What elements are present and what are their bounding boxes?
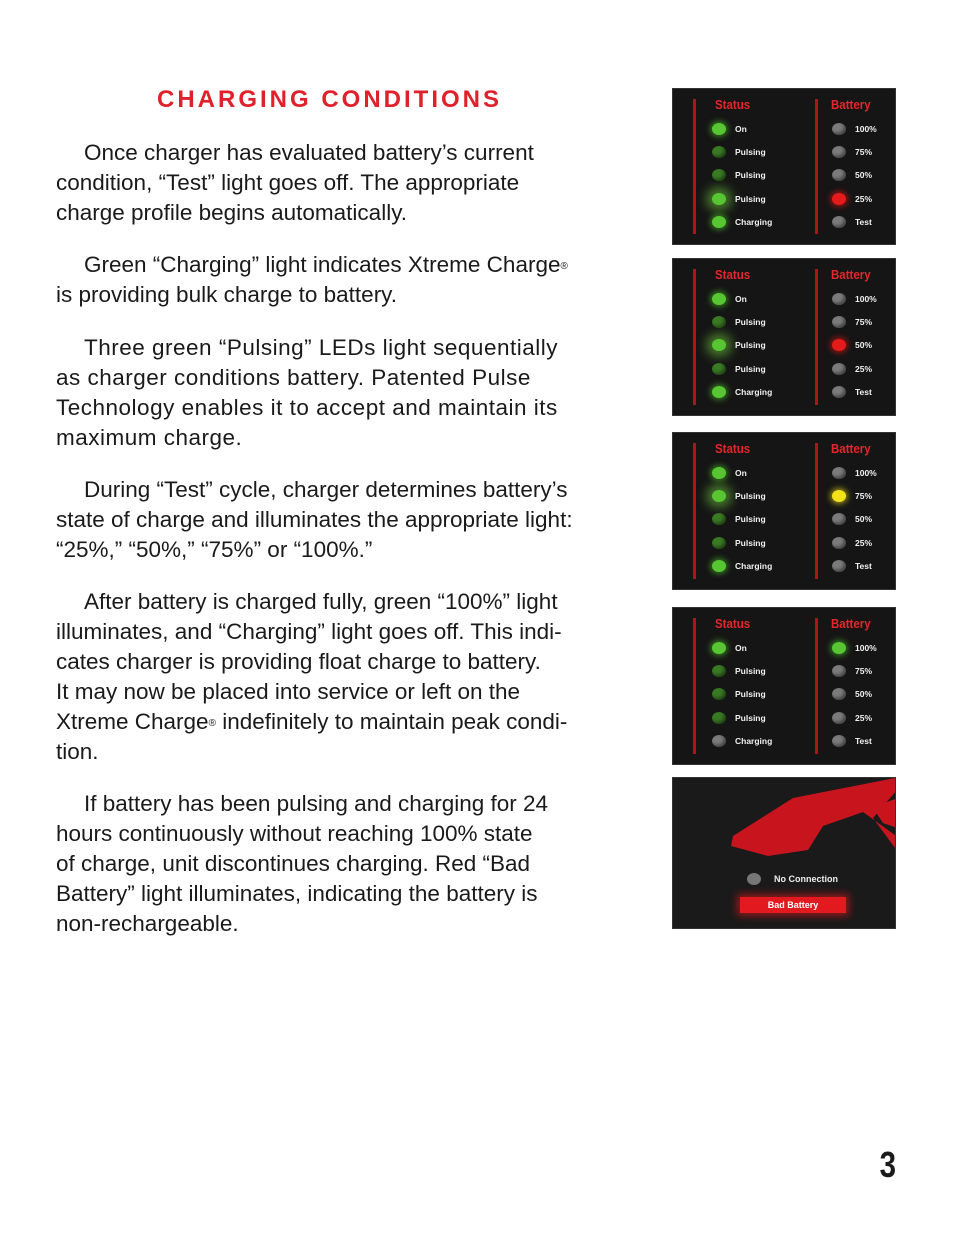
status-led bbox=[712, 316, 726, 328]
status-led bbox=[712, 146, 726, 158]
status-led bbox=[712, 490, 726, 502]
battery-led bbox=[832, 490, 846, 502]
text-line bbox=[56, 707, 646, 737]
status-header: Status bbox=[715, 617, 751, 631]
battery-header: Battery bbox=[831, 268, 871, 282]
page-number: 3 bbox=[879, 1144, 896, 1185]
battery-led-label: 25% bbox=[855, 537, 873, 548]
status-led-label: Pulsing bbox=[735, 491, 766, 502]
panel-divider bbox=[693, 269, 696, 405]
battery-led-label: 75% bbox=[855, 666, 873, 677]
panel-divider bbox=[815, 443, 818, 579]
text-line: During “Test” cycle, charger determines battery’s bbox=[84, 477, 568, 502]
paragraph-test-cycle bbox=[56, 475, 646, 565]
battery-led-label: 100% bbox=[855, 124, 877, 134]
status-led bbox=[712, 363, 726, 375]
panel-divider bbox=[693, 618, 696, 754]
paragraph-charging-light bbox=[56, 250, 646, 310]
battery-led bbox=[832, 688, 846, 700]
status-led bbox=[712, 293, 726, 305]
text-line: cates charger is providing float charge to battery. bbox=[56, 649, 541, 674]
battery-header: Battery bbox=[831, 442, 871, 456]
status-led-label: Pulsing bbox=[735, 340, 766, 351]
panel-divider bbox=[693, 99, 696, 234]
text-line bbox=[56, 250, 646, 280]
text-line: non-rechargeable. bbox=[56, 911, 239, 936]
status-led-label: Pulsing bbox=[735, 666, 766, 677]
status-led-label: Pulsing bbox=[735, 712, 766, 723]
text-line: is providing bulk charge to battery. bbox=[56, 282, 398, 307]
status-led bbox=[712, 688, 726, 700]
status-led-label: Pulsing bbox=[735, 363, 766, 374]
status-led bbox=[712, 339, 726, 351]
status-led-label: Charging bbox=[735, 560, 773, 571]
bad-battery-panel bbox=[672, 777, 896, 929]
text-segment: Green “Charging” light indicates Xtreme Charge bbox=[84, 252, 561, 277]
status-led-label: Pulsing bbox=[735, 514, 766, 525]
battery-led bbox=[832, 560, 846, 572]
status-header: Status bbox=[715, 98, 751, 112]
battery-led bbox=[832, 216, 846, 228]
status-led bbox=[712, 169, 726, 181]
paragraph-fully-charged bbox=[56, 587, 646, 767]
status-led-label: Pulsing bbox=[735, 317, 766, 328]
battery-led-label: 75% bbox=[855, 147, 873, 158]
battery-led bbox=[832, 537, 846, 549]
battery-led bbox=[832, 642, 846, 654]
status-led bbox=[712, 735, 726, 747]
status-led-label: Charging bbox=[735, 735, 773, 746]
status-led-label: Pulsing bbox=[735, 147, 766, 158]
battery-led bbox=[832, 363, 846, 375]
battery-led bbox=[832, 193, 846, 205]
status-led bbox=[712, 642, 726, 654]
text-line: Three green “Pulsing” LEDs light sequentially bbox=[84, 335, 558, 360]
status-led-label: Charging bbox=[735, 386, 773, 397]
text-line: as charger conditions battery. Patented Pulse bbox=[56, 365, 531, 390]
status-led bbox=[712, 560, 726, 572]
status-led bbox=[712, 665, 726, 677]
text-line: state of charge and illuminates the appropriate light: bbox=[56, 507, 573, 532]
battery-led-label: 25% bbox=[855, 363, 873, 374]
battery-led bbox=[832, 735, 846, 747]
led-panel bbox=[672, 258, 896, 416]
text-segment: indefinitely to maintain peak condi- bbox=[215, 709, 568, 734]
battery-led bbox=[832, 146, 846, 158]
text-line: If battery has been pulsing and charging for 24 bbox=[84, 791, 549, 816]
no-connection-label: No Connection bbox=[774, 874, 838, 884]
text-line: condition, “Test” light goes off. The appropriate bbox=[56, 170, 520, 195]
text-line: Technology enables it to accept and maintain its bbox=[56, 395, 558, 420]
text-line: After battery is charged fully, green “100%” light bbox=[84, 589, 558, 614]
status-led bbox=[712, 386, 726, 398]
status-led bbox=[712, 537, 726, 549]
battery-header: Battery bbox=[831, 617, 871, 631]
led-panel bbox=[672, 607, 896, 765]
registered-mark: ® bbox=[208, 718, 216, 729]
battery-led bbox=[832, 513, 846, 525]
battery-led bbox=[832, 316, 846, 328]
paragraph-evaluated bbox=[56, 138, 646, 228]
status-led bbox=[712, 467, 726, 479]
status-led-label: Pulsing bbox=[735, 193, 766, 204]
battery-led bbox=[832, 123, 846, 135]
bad-battery-indicator: Bad Battery bbox=[740, 897, 846, 913]
text-line: Battery” light illuminates, indicating the battery is bbox=[56, 881, 538, 906]
battery-led-label: 25% bbox=[855, 712, 873, 723]
text-line: charge profile begins automatically. bbox=[56, 200, 408, 225]
registered-mark: ® bbox=[560, 261, 568, 272]
status-led bbox=[712, 216, 726, 228]
text-line: hours continuously without reaching 100% state bbox=[56, 821, 533, 846]
status-led bbox=[712, 193, 726, 205]
battery-led-label: 50% bbox=[855, 514, 873, 525]
battery-led bbox=[832, 386, 846, 398]
battery-led-label: 75% bbox=[855, 317, 873, 328]
status-led-label: Pulsing bbox=[735, 689, 766, 700]
status-led-label: Pulsing bbox=[735, 170, 766, 181]
battery-led bbox=[832, 712, 846, 724]
panel-divider bbox=[693, 443, 696, 579]
text-line: It may now be placed into service or left on the bbox=[56, 679, 520, 704]
status-led bbox=[712, 513, 726, 525]
status-led-label: On bbox=[735, 124, 747, 134]
text-line: illuminates, and “Charging” light goes off. This indi- bbox=[56, 619, 562, 644]
status-header: Status bbox=[715, 442, 751, 456]
status-led bbox=[712, 123, 726, 135]
paragraph-pulsing bbox=[56, 333, 646, 453]
panel-divider bbox=[815, 99, 818, 234]
battery-led bbox=[832, 293, 846, 305]
battery-led-label: 75% bbox=[855, 491, 873, 502]
status-led-label: On bbox=[735, 643, 747, 653]
status-led-label: Charging bbox=[735, 216, 773, 227]
status-led-label: On bbox=[735, 468, 747, 478]
status-led bbox=[712, 712, 726, 724]
battery-led bbox=[832, 339, 846, 351]
battery-header: Battery bbox=[831, 98, 871, 112]
battery-led-label: Test bbox=[855, 386, 872, 397]
led-panel bbox=[672, 88, 896, 245]
battery-led-label: 100% bbox=[855, 294, 877, 304]
text-line: of charge, unit discontinues charging. Red “Bad bbox=[56, 851, 531, 876]
battery-led-label: Test bbox=[855, 560, 872, 571]
battery-led-label: 50% bbox=[855, 340, 873, 351]
text-line: Once charger has evaluated battery’s current bbox=[84, 140, 534, 165]
text-line: maximum charge. bbox=[56, 425, 243, 450]
status-header: Status bbox=[715, 268, 751, 282]
battery-led-label: 100% bbox=[855, 643, 877, 653]
battery-led bbox=[832, 665, 846, 677]
battery-led-label: Test bbox=[855, 216, 872, 227]
panel-divider bbox=[815, 618, 818, 754]
text-line: “25%,” “50%,” “75%” or “100%.” bbox=[56, 537, 373, 562]
panel-divider bbox=[815, 269, 818, 405]
battery-led-label: 100% bbox=[855, 468, 877, 478]
battery-led-label: 25% bbox=[855, 193, 873, 204]
led-panel bbox=[672, 432, 896, 590]
text-line: tion. bbox=[56, 739, 99, 764]
battery-led-label: Test bbox=[855, 735, 872, 746]
text-segment: Xtreme Charge bbox=[56, 709, 209, 734]
battery-led-label: 50% bbox=[855, 689, 873, 700]
status-led-label: On bbox=[735, 294, 747, 304]
battery-led-label: 50% bbox=[855, 170, 873, 181]
status-led-label: Pulsing bbox=[735, 537, 766, 548]
battery-led bbox=[832, 467, 846, 479]
paragraph-bad-battery bbox=[56, 789, 646, 939]
no-connection-led bbox=[747, 873, 761, 885]
battery-led bbox=[832, 169, 846, 181]
section-title: CHARGING CONDITIONS bbox=[157, 86, 502, 113]
